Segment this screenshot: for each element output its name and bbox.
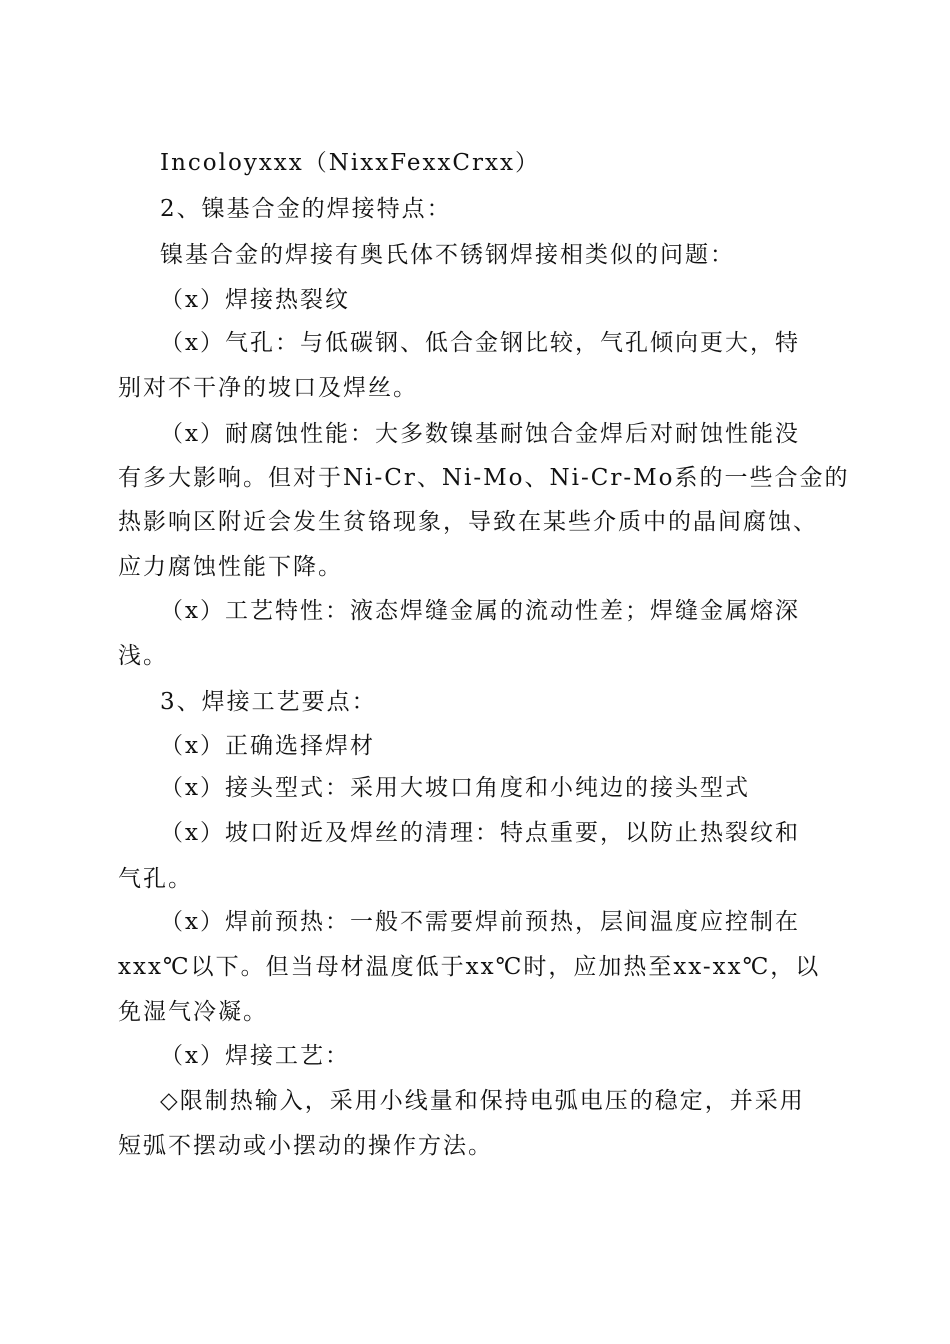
text-line: 镍基合金的焊接有奥氏体不锈钢焊接相类似的问题： [160, 242, 735, 268]
text-line: 有多大影响。但对于Ni-Cr、Ni-Mo、Ni-Cr-Mo系的一些合金的 [118, 465, 850, 491]
text-line: 免湿气冷凝。 [118, 999, 268, 1025]
text-line: 短弧不摆动或小摆动的操作方法。 [118, 1133, 493, 1159]
list-item: （x）焊前预热：一般不需要焊前预热，层间温度应控制在 [160, 909, 800, 935]
list-item: （x）气孔：与低碳钢、低合金钢比较，气孔倾向更大，特 [160, 330, 800, 356]
text-line: 别对不干净的坡口及焊丝。 [118, 375, 418, 401]
bullet-item: ◇限制热输入，采用小线量和保持电弧电压的稳定，并采用 [160, 1088, 805, 1114]
list-item: （x）工艺特性：液态焊缝金属的流动性差；焊缝金属熔深 [160, 598, 800, 624]
list-item: （x）坡口附近及焊丝的清理：特点重要，以防止热裂纹和 [160, 820, 800, 846]
list-item: （x）接头型式：采用大坡口角度和小纯边的接头型式 [160, 775, 750, 801]
text-line: 浅。 [118, 643, 168, 669]
text-line: 应力腐蚀性能下降。 [118, 554, 343, 580]
list-item: （x）耐腐蚀性能：大多数镍基耐蚀合金焊后对耐蚀性能没 [160, 421, 800, 447]
text-line: xxx℃以下。但当母材温度低于xx℃时，应加热至xx-xx℃，以 [118, 954, 821, 980]
list-item: （x）焊接热裂纹 [160, 287, 350, 313]
list-item: （x）正确选择焊材 [160, 733, 375, 759]
text-line: Incoloyxxx（NixxFexxCrxx） [160, 150, 540, 176]
section-heading: 2、镍基合金的焊接特点： [160, 196, 452, 222]
text-line: 热影响区附近会发生贫铬现象，导致在某些介质中的晶间腐蚀、 [118, 509, 818, 535]
list-item: （x）焊接工艺： [160, 1043, 350, 1069]
text-line: 气孔。 [118, 866, 193, 892]
section-heading: 3、焊接工艺要点： [160, 689, 377, 715]
